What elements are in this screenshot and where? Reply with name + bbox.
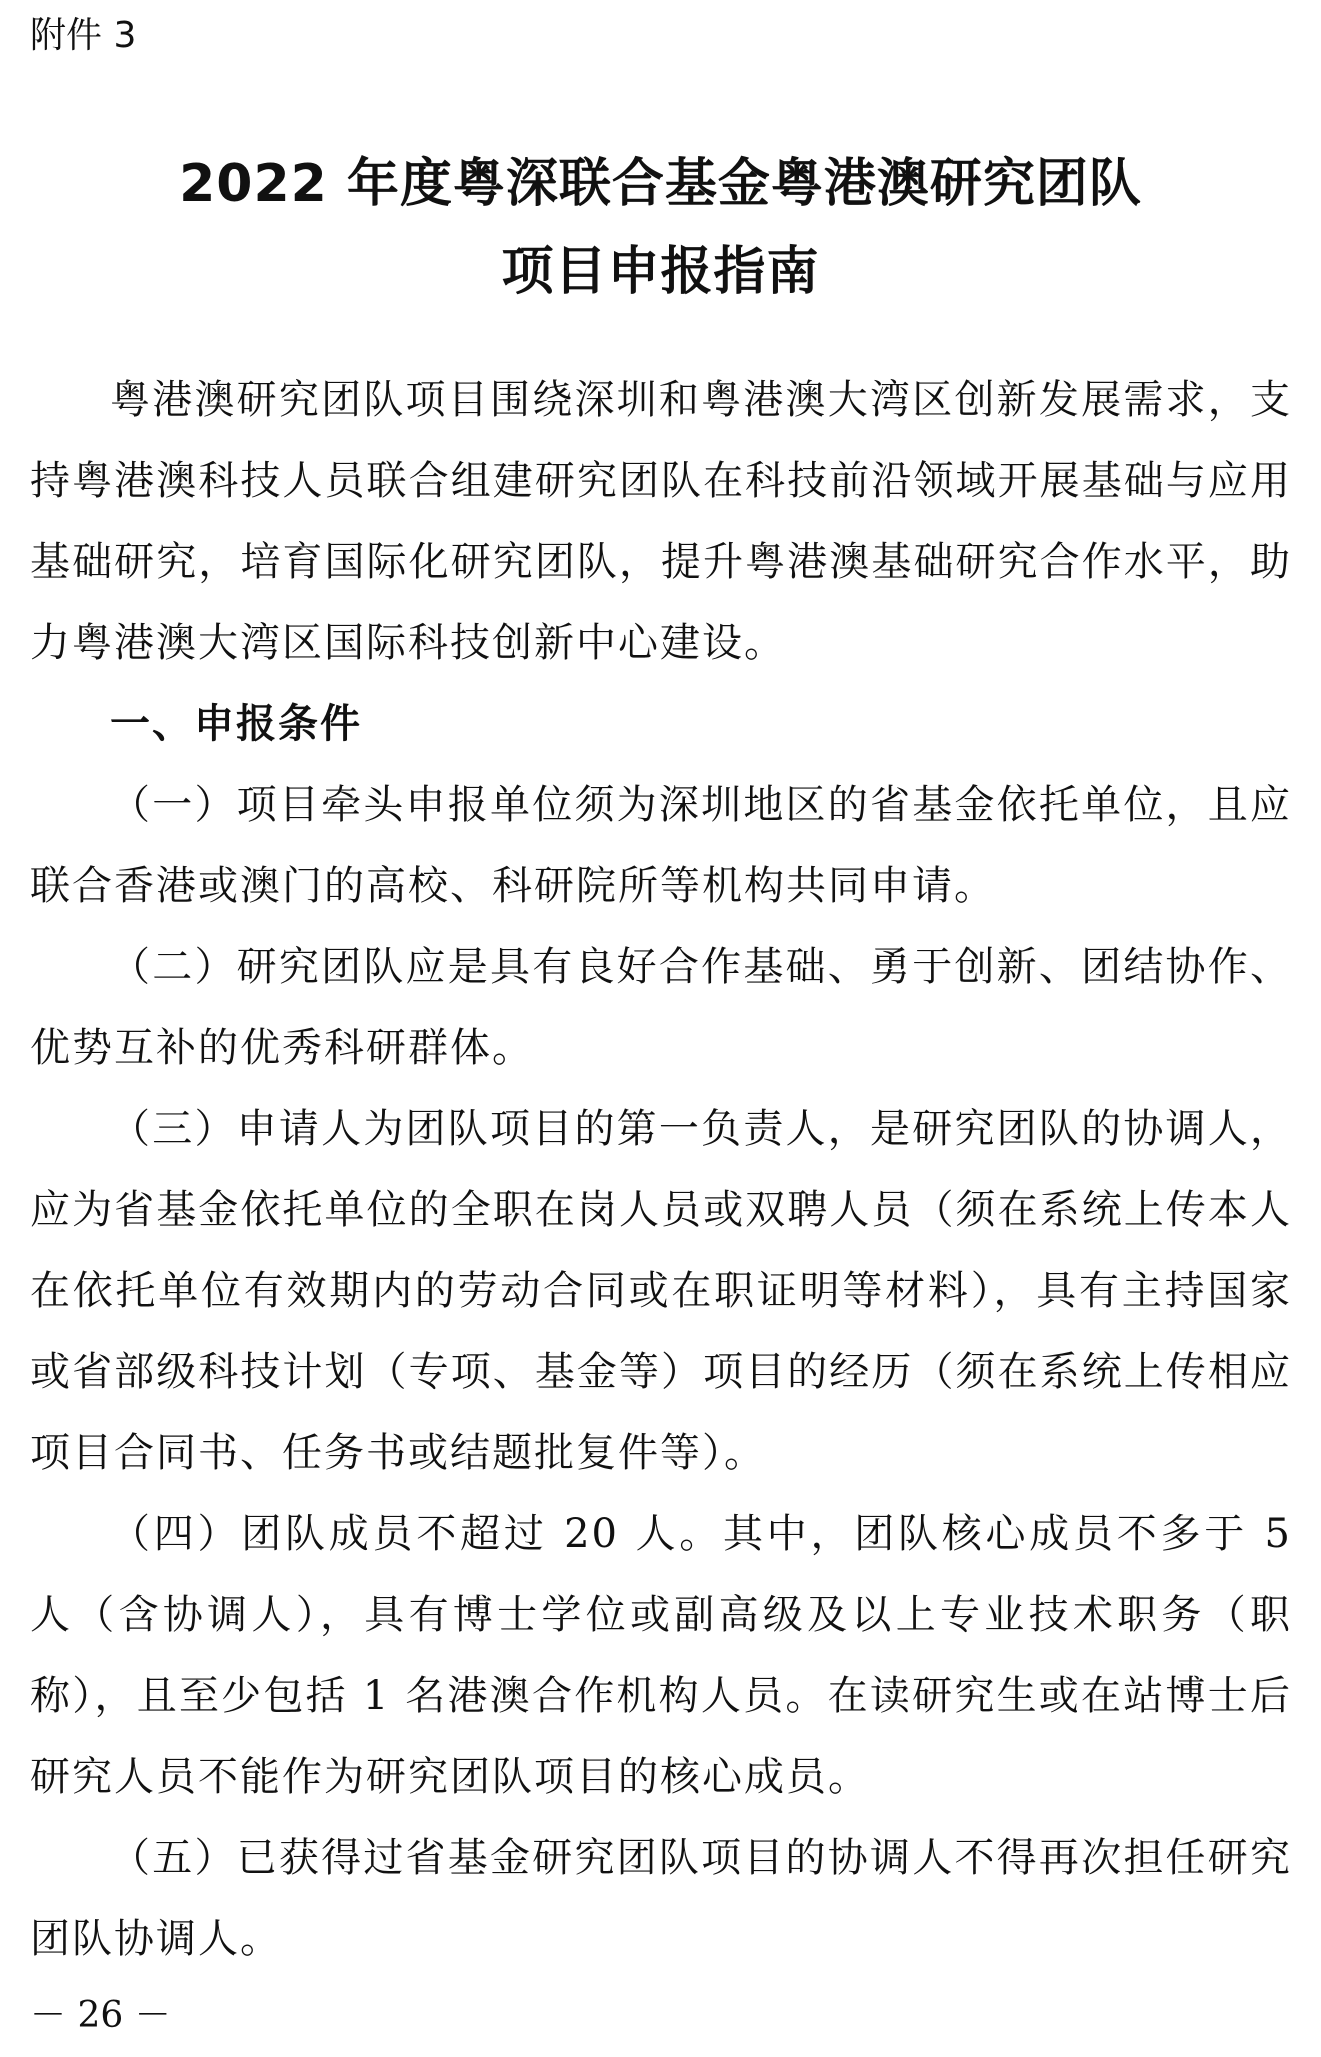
- document-title-line-1: 2022 年度粤深联合基金粤港澳研究团队: [179, 154, 1142, 214]
- condition-item-2: （二）研究团队应是具有良好合作基础、勇于创新、团结协作、优势互补的优秀科研群体。: [30, 944, 1292, 1071]
- condition-item-1: （一）项目牵头申报单位须为深圳地区的省基金依托单位，且应联合香港或澳门的高校、科研院所等机构共同申请。: [30, 782, 1292, 909]
- condition-item-5: （五）已获得过省基金研究团队项目的协调人不得再次担任研究团队协调人。: [30, 1835, 1292, 1962]
- condition-item-4: （四）团队成员不超过 20 人。其中，团队核心成员不多于 5 人（含协调人），具有博士学位或副高级及以上专业技术职务（职称），且至少包括 1 名港澳合作机构人员。在读研究生或在站博士后研究人员不能作为研究团队项目的核心成员。: [30, 1511, 1292, 1800]
- document-title-line-2: 项目申报指南: [501, 242, 820, 302]
- attachment-label: 附件 3: [30, 15, 137, 56]
- intro-paragraph: 粤港澳研究团队项目围绕深圳和粤港澳大湾区创新发展需求，支持粤港澳科技人员联合组建研究团队在科技前沿领域开展基础与应用基础研究，培育国际化研究团队，提升粤港澳基础研究合作水平，助力粤港澳大湾区国际科技创新中心建设。: [30, 377, 1292, 666]
- condition-item-3: （三）申请人为团队项目的第一负责人，是研究团队的协调人，应为省基金依托单位的全职在岗人员或双聘人员（须在系统上传本人在依托单位有效期内的劳动合同或在职证明等材料），具有主持国家或省部级科技计划（专项、基金等）项目的经历（须在系统上传相应项目合同书、任务书或结题批复件等）。: [30, 1106, 1292, 1476]
- section-heading-conditions: 一、申报条件: [110, 701, 362, 747]
- page-number: － 26 －: [30, 1995, 171, 2036]
